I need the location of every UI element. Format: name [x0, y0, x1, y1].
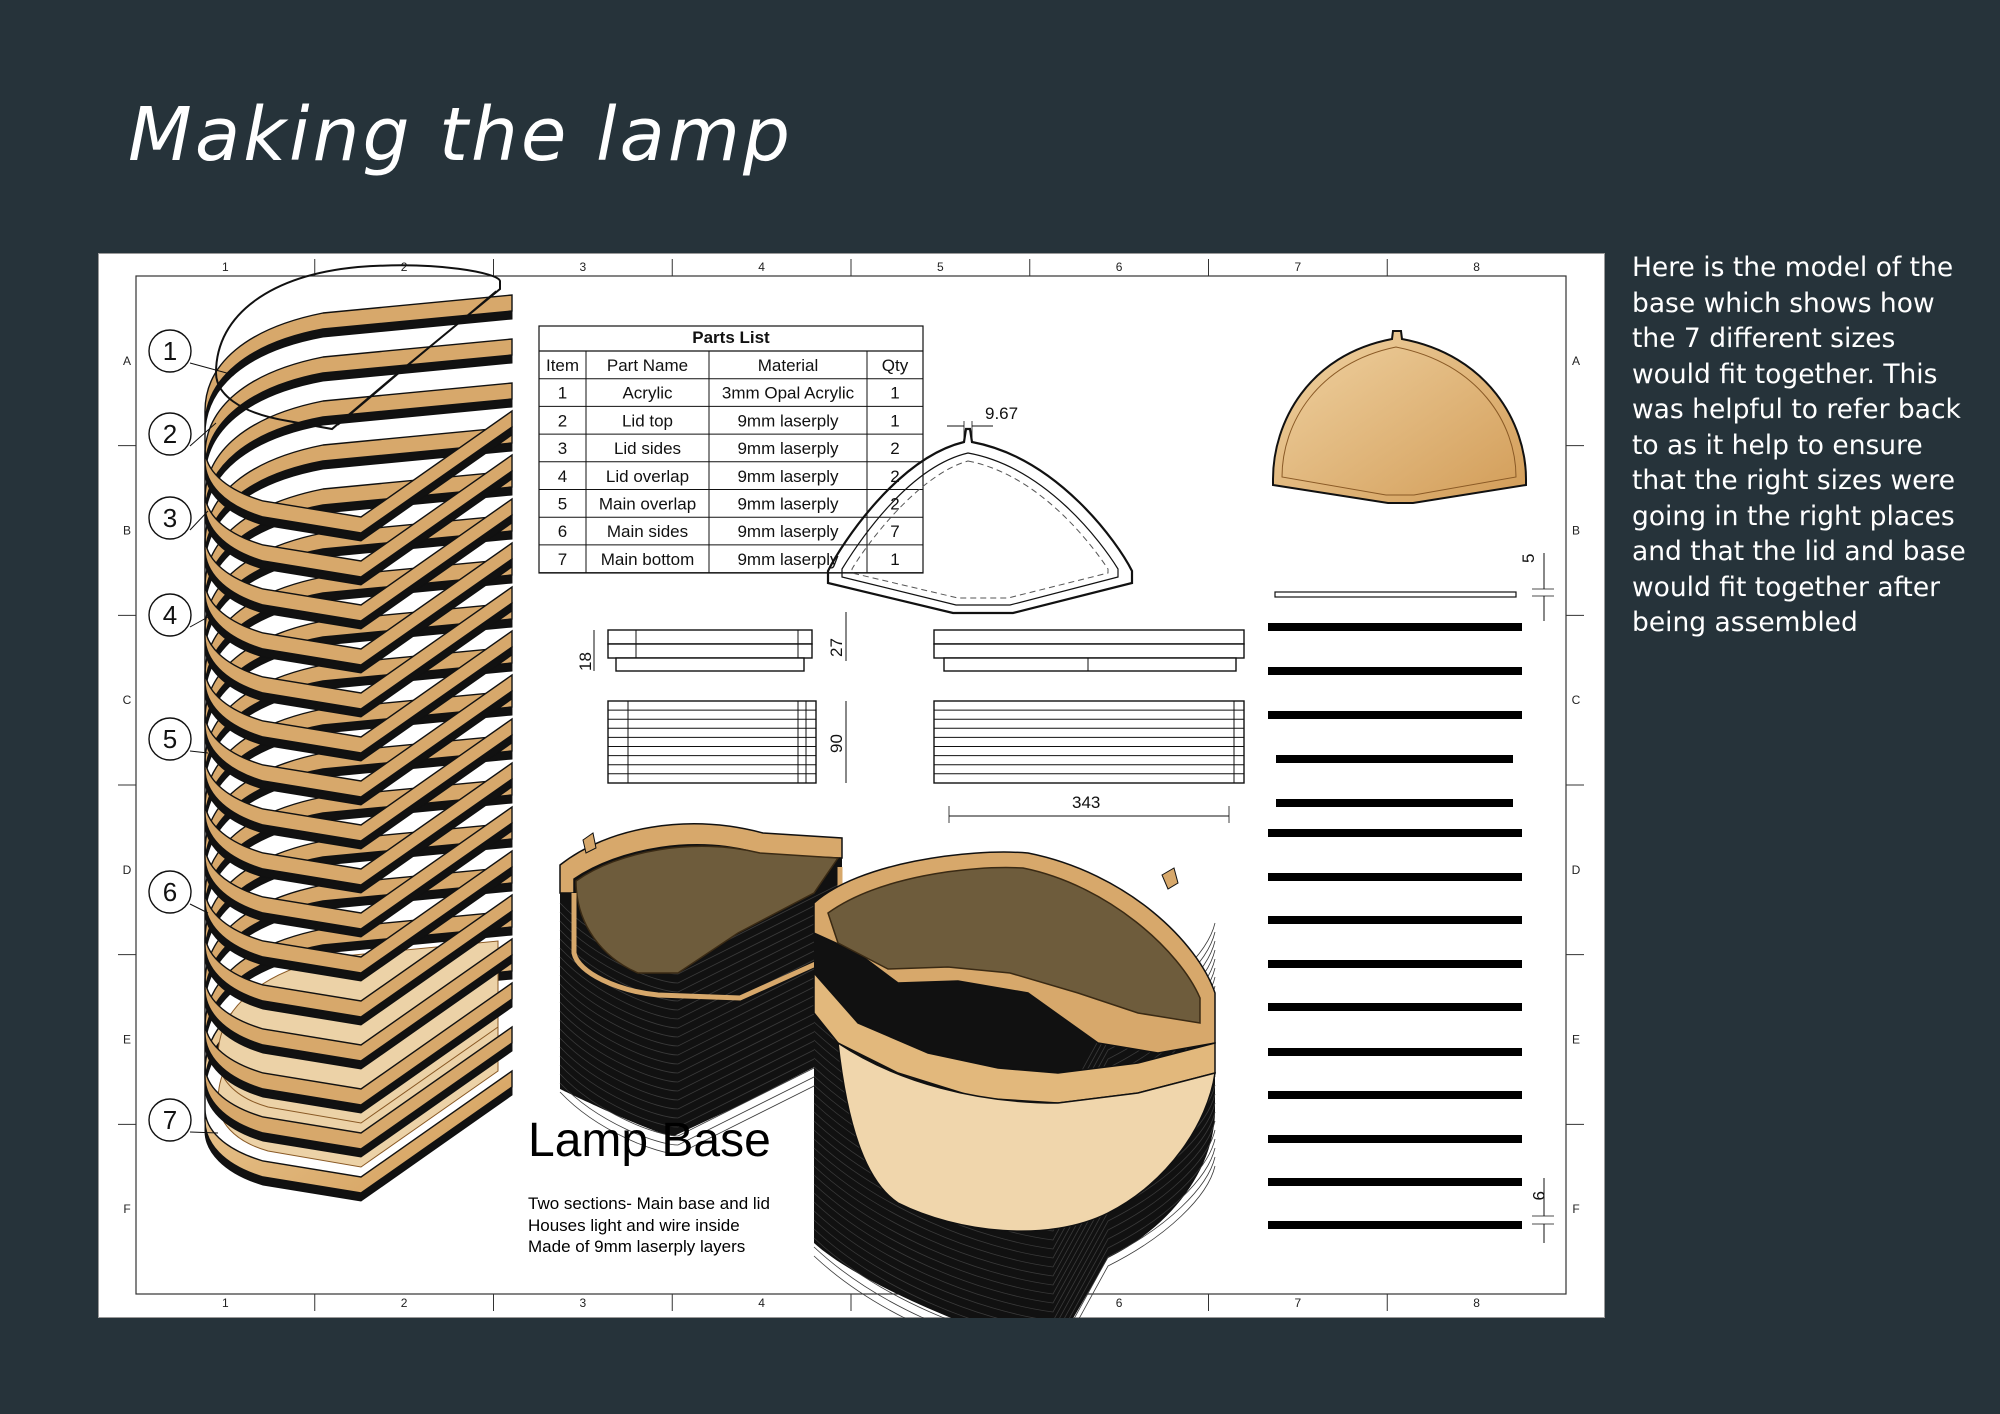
body-side-view-large [934, 701, 1244, 783]
balloon-6 [149, 871, 208, 913]
grid-column-label-top: 2 [400, 260, 408, 274]
lid-side-view-large [934, 630, 1244, 671]
parts-list-cell: 1 [557, 383, 568, 403]
parts-list-cell: 1 [890, 383, 900, 403]
dimension-9-67: 9.67 [985, 404, 1019, 423]
grid-column-label-bottom: 7 [1294, 1296, 1302, 1310]
balloon-4 [149, 594, 208, 636]
grid-row-label-right: F [1572, 1202, 1580, 1217]
dimension-18: 18 [576, 652, 595, 671]
grid-row-label-right: C [1571, 693, 1581, 708]
parts-list-cell: 7 [890, 522, 900, 542]
layer-dimensions [1519, 553, 1554, 1243]
layer-bar [1268, 1091, 1522, 1099]
grid-column-label-bottom: 6 [1115, 1296, 1123, 1310]
parts-list-cell: Lid sides [613, 439, 682, 459]
layer-section-bars [1268, 592, 1522, 1229]
grid-column-label-top: 7 [1294, 260, 1302, 274]
grid-row-label-right: B [1571, 523, 1581, 538]
grid-column-label-bottom: 8 [1473, 1296, 1480, 1310]
grid-column-label-bottom: 4 [758, 1296, 765, 1310]
layer-bar [1276, 755, 1513, 763]
grid-row-label-right: D [1571, 862, 1581, 877]
parts-list-cell: 6 [557, 522, 568, 542]
layer-bar [1276, 799, 1513, 807]
body-side-view-small [608, 701, 816, 783]
grid-row-label-left: E [122, 1032, 132, 1047]
layer-bar [1268, 960, 1522, 968]
grid-column-label-top: 5 [937, 260, 944, 274]
top-view-wood [1273, 331, 1526, 503]
layer-bar [1268, 916, 1522, 924]
dimension-90: 90 [827, 734, 846, 753]
layer-bar [1268, 1048, 1522, 1056]
parts-list-cell: Lid overlap [605, 466, 690, 486]
parts-list-cell: 2 [890, 494, 900, 514]
grid-row-label-left: A [122, 353, 132, 368]
grid-column-label-bottom: 3 [579, 1296, 587, 1310]
dimension-9: 9 [1529, 1191, 1548, 1201]
grid-column-label-bottom: 1 [222, 1296, 229, 1310]
grid-column-label-top: 8 [1473, 260, 1480, 274]
layer-bar [1268, 623, 1522, 631]
lamp-base-title: Lamp Base [528, 1114, 771, 1167]
parts-list-cell: 7 [557, 549, 568, 569]
lamp-base-line-2: Houses light and wire inside [528, 1216, 740, 1235]
assembled-base-render [814, 852, 1215, 1318]
description-text: Here is the model of the base which shows how the 7 different sizes would fit together. This was helpful to refer back to as it help to ensure that the right sizes were going in the right places and that the lid and base would fit together after being assembled [1632, 252, 1966, 638]
assembled-lid-render [560, 824, 842, 1154]
grid-column-label-top: 1 [222, 260, 229, 274]
parts-list-cell: 9mm laserply [737, 522, 839, 542]
balloon-5 [149, 718, 208, 760]
layer-bar [1268, 711, 1522, 719]
parts-list-cell: Main bottom [600, 549, 695, 569]
grid-row-label-left: F [123, 1202, 131, 1217]
lid-side-view-small [608, 630, 812, 671]
parts-list-cell: 3mm Opal Acrylic [721, 383, 855, 403]
grid-row-label-left: D [122, 862, 132, 877]
parts-list-cell: 9mm laserply [737, 439, 839, 459]
exploded-layer-stack [205, 295, 512, 1201]
parts-list-cell: 2 [890, 439, 900, 459]
parts-list-cell: 2 [890, 466, 900, 486]
parts-list-table [539, 326, 923, 573]
grid-row-label-left: B [122, 523, 132, 538]
parts-list-header: Part Name [606, 356, 689, 375]
parts-list-header: Qty [881, 356, 909, 375]
layer-bar [1268, 829, 1522, 837]
grid-column-label-top: 4 [758, 260, 765, 274]
layer-bar [1268, 873, 1522, 881]
layer-bar [1268, 1003, 1522, 1011]
parts-list-cell: 1 [890, 411, 900, 431]
grid-column-label-top: 6 [1115, 260, 1123, 274]
side-elevation-views [608, 630, 1244, 783]
layer-bar [1268, 667, 1522, 675]
grid-row-label-right: A [1571, 353, 1581, 368]
parts-list-cell: Main sides [606, 522, 689, 542]
grid-row-label-left: C [122, 693, 132, 708]
parts-list-cell: 9mm laserply [737, 494, 839, 514]
parts-list-cell: 1 [890, 549, 900, 569]
balloon-label: 7 [162, 1105, 178, 1135]
dimension-27: 27 [827, 638, 846, 657]
lamp-base-line-1: Two sections- Main base and lid [528, 1194, 770, 1213]
parts-list-cell: 9mm laserply [737, 411, 839, 431]
layer-bar [1268, 1221, 1522, 1229]
balloon-label: 1 [162, 336, 178, 366]
parts-list-cell: 9mm laserply [737, 466, 839, 486]
lamp-base-caption [528, 1114, 771, 1256]
parts-list-cell: 5 [557, 494, 568, 514]
grid-column-label-bottom: 2 [400, 1296, 408, 1310]
balloon-label: 6 [162, 877, 178, 907]
parts-list-header: Item [545, 356, 580, 375]
dimension-5: 5 [1519, 553, 1538, 563]
parts-list-cell: 9mm laserply [737, 549, 839, 569]
balloon-label: 2 [162, 419, 178, 449]
balloon-label: 5 [162, 724, 178, 754]
balloon-label: 3 [162, 503, 178, 533]
dimension-343: 343 [1072, 793, 1101, 812]
page-title: Making the lamp [128, 92, 793, 178]
grid-column-label-top: 3 [579, 260, 587, 274]
parts-list-cell: Acrylic [622, 383, 673, 403]
layer-bar [1268, 1135, 1522, 1143]
parts-list-cell: 2 [557, 411, 568, 431]
balloon-3 [149, 497, 208, 539]
technical-drawing-sheet [98, 253, 1605, 1318]
parts-list-header: Material [757, 356, 819, 375]
parts-list-title: Parts List [692, 328, 770, 347]
parts-list-cell: Lid top [621, 411, 674, 431]
balloon-label: 4 [162, 600, 178, 630]
lamp-base-line-3: Made of 9mm laserply layers [528, 1237, 746, 1256]
layer-bar-acrylic [1275, 592, 1516, 597]
technical-drawing [98, 253, 1605, 1318]
layer-bar [1268, 1178, 1522, 1186]
parts-list-cell: Main overlap [598, 494, 697, 514]
parts-list-cell: 3 [557, 439, 568, 459]
grid-row-label-right: E [1571, 1032, 1581, 1047]
parts-list-cell: 4 [557, 466, 568, 486]
